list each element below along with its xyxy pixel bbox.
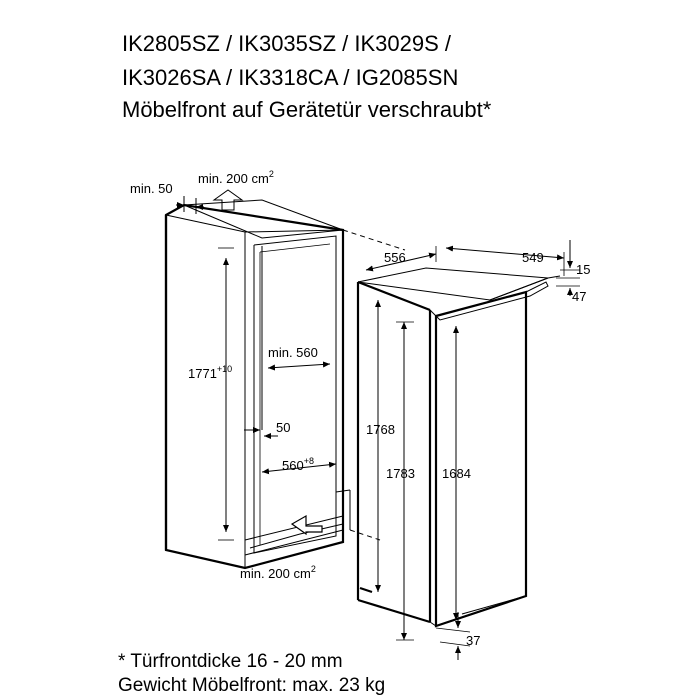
cabinet-niche (166, 200, 350, 568)
body-height-label: 1768 (366, 422, 395, 437)
projection-lines (343, 230, 405, 540)
niche-min-width-dimension (268, 364, 330, 368)
door-height-label: 1684 (442, 466, 471, 481)
door-thickness-note: * Türfrontdicke 16 - 20 mm (118, 651, 343, 672)
niche-min-width-label: min. 560 (268, 345, 318, 360)
appliance-body (358, 268, 560, 626)
side-gap-dimension (244, 430, 278, 436)
niche-height-dimension (218, 248, 234, 540)
side-gap-label: 50 (276, 420, 291, 435)
appliance-depth-label: 549 (522, 250, 544, 265)
door-offset-label: 47 (572, 289, 587, 304)
appliance-depth-dimension (446, 248, 564, 276)
appliance-width-label: 556 (384, 250, 406, 265)
niche-height-label: $1771^{+10}$ (188, 364, 233, 381)
top-depth-label: min. 50 (130, 181, 173, 196)
model-list-line-1: IK2805SZ / IK3035SZ / IK3029S / (122, 31, 451, 56)
top-vent-arrow-icon (214, 190, 242, 210)
front-weight-note: Gewicht Möbelfront: max. 23 kg (118, 675, 386, 696)
top-offset-label: 15 (576, 262, 591, 277)
top-vent-label: min. 200 $cm^2$ (198, 169, 274, 186)
model-list-line-2: IK3026SA / IK3318CA / IG2085SN (122, 65, 459, 90)
total-height-dimension (396, 322, 414, 640)
bottom-vent-label: min. 200 $cm^2$ (240, 564, 316, 581)
total-height-label: 1783 (386, 466, 415, 481)
niche-width-label: $560^{+8}$ (282, 456, 314, 473)
mounting-description: Möbelfront auf Gerätetür verschraubt* (122, 97, 492, 122)
bottom-offset-label: 37 (466, 633, 481, 648)
